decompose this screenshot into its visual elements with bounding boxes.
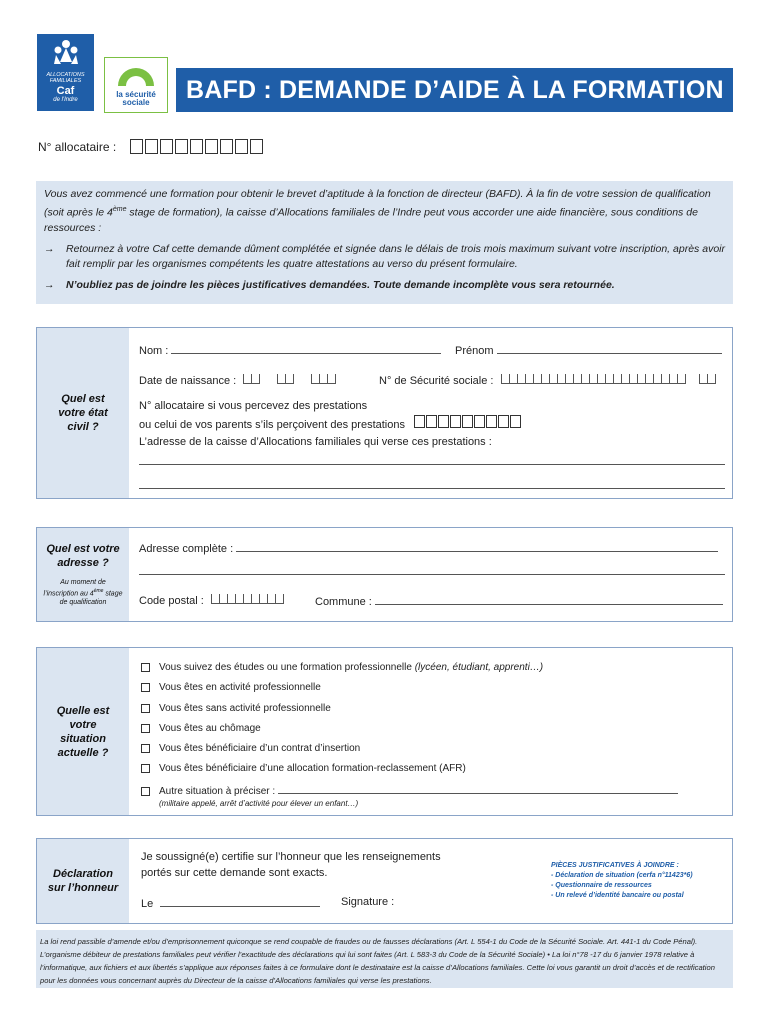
digit-box[interactable] bbox=[205, 139, 218, 154]
checkbox[interactable] bbox=[141, 724, 150, 733]
caf-logo-name: Caf bbox=[56, 85, 75, 97]
instruction-item: → Retournez à votre Caf cette demande dûment complétée et signée dans le délais de trois mois maximum suivant votre inscription, après avoir fait remplir par les organismes compétents les quatre attestations au verso du présent formulaire. bbox=[44, 242, 725, 270]
checkbox[interactable] bbox=[141, 787, 150, 796]
option-etudes[interactable]: Vous suivez des études ou une formation professionnelle (lycéen, étudiant, apprenti…) bbox=[141, 662, 543, 673]
checkbox[interactable] bbox=[141, 663, 150, 672]
section-label-declaration: Déclaration sur l’honneur bbox=[37, 839, 129, 923]
pieces-justificatives bbox=[551, 861, 693, 901]
instructions-panel bbox=[36, 181, 733, 304]
caf-logo-line2: FAMILIALES bbox=[49, 78, 82, 84]
checkbox[interactable] bbox=[141, 704, 150, 713]
piece-item: - Un relevé d’identité bancaire ou postal bbox=[551, 892, 684, 899]
allocataire-label: N° allocataire : bbox=[38, 139, 117, 154]
section-label-situation: Quelle est votre situation actuelle ? bbox=[37, 648, 129, 815]
declaration-text-1: Je soussigné(e) certifie sur l’honneur que les renseignements bbox=[141, 851, 441, 863]
option-activite[interactable]: Vous êtes en activité professionnelle bbox=[141, 682, 321, 693]
securite-sociale-line2: sociale bbox=[122, 98, 150, 107]
caf-logo bbox=[37, 34, 94, 111]
digit-box[interactable] bbox=[175, 139, 188, 154]
adresse-line-2[interactable] bbox=[139, 574, 725, 575]
digit-box[interactable] bbox=[250, 139, 263, 154]
page-title: BAFD : DEMANDE D’AIDE À LA FORMATION bbox=[176, 68, 733, 112]
digit-box[interactable] bbox=[130, 139, 143, 154]
section-situation bbox=[36, 647, 733, 816]
checkbox[interactable] bbox=[141, 764, 150, 773]
arrow-right-icon: → bbox=[44, 242, 55, 255]
checkbox[interactable] bbox=[141, 744, 150, 753]
digit-box[interactable] bbox=[145, 139, 158, 154]
intro-paragraph: Vous avez commencé une formation pour obtenir le brevet d’aptitude à la fonction de directeur (BAFD). À la fin de votre session de qualification (soit après le 4ème stage de formation), la caisse d’Allocations familiales de l’Indre peut vous accorder une aide financière, sous conditions de ressources : bbox=[44, 188, 711, 234]
option-autre[interactable]: Autre situation à préciser : bbox=[141, 783, 678, 797]
securite-sociale-line1: la sécurité bbox=[116, 90, 156, 99]
adresse-caisse-line-1[interactable] bbox=[139, 464, 725, 465]
pieces-title: PIÈCES JUSTIFICATIVES À JOINDRE : bbox=[551, 862, 679, 869]
securite-sociale-logo bbox=[104, 57, 168, 113]
code-postal-field[interactable]: Code postal : bbox=[139, 594, 284, 607]
legal-footer: La loi rend passible d’amende et/ou d’emprisonnement quiconque se rend coupable de fraudes ou de fausses déclarations (Art. L 554-1 du Code de la Sécurité Sociale. Art. 441-1 du Code Pénal). L’organisme débiteur de prestations familiales peut vérifier l’exactitude des déclarations qui lui sont faites (Art. L 583-3 du Code de la Sécurité Sociale) • La loi n°78 -17 du 6 janvier 1978 relative à l’informatique, aux fichiers et aux libertés s’applique aux réponses faites à ce formulaire dont le destinataire est la caisse d’Allocations familiales. Cette loi vous garantit un droit d’accès et de rectification pour les données vous concernant auprès du Directeur de la caisse d’Allocations familiales qui verse les prestations. bbox=[36, 930, 733, 988]
nom-field[interactable]: Nom : bbox=[139, 343, 441, 357]
option-afr[interactable]: Vous êtes bénéficiaire d’une allocation formation-reclassement (AFR) bbox=[141, 763, 466, 774]
option-chomage[interactable]: Vous êtes au chômage bbox=[141, 723, 261, 734]
autre-hint: (militaire appelé, arrêt d’activité pour élever un enfant…) bbox=[159, 799, 359, 808]
caf-emblem-icon bbox=[51, 37, 81, 67]
alloc-parents-field[interactable]: ou celui de vos parents s’ils perçoivent des prestations bbox=[139, 415, 522, 431]
section-label-adresse: Quel est votre adresse ? Au moment de l’inscription au 4ème stage de qualification bbox=[37, 528, 129, 621]
section-declaration bbox=[36, 838, 733, 924]
digit-box[interactable] bbox=[160, 139, 173, 154]
date-naissance-field[interactable]: Date de naissance : bbox=[139, 374, 336, 387]
commune-field[interactable]: Commune : bbox=[315, 594, 723, 608]
signature-field[interactable]: Signature : bbox=[341, 896, 395, 908]
alloc-line1: N° allocataire si vous percevez des prestations bbox=[139, 400, 368, 412]
checkbox[interactable] bbox=[141, 683, 150, 692]
option-contrat-insertion[interactable]: Vous êtes bénéficiaire d’un contrat d’insertion bbox=[141, 743, 360, 754]
caf-logo-line1: ALLOCATIONS bbox=[46, 72, 85, 78]
declaration-text-2: portés sur cette demande sont exacts. bbox=[141, 867, 328, 879]
piece-item: - Déclaration de situation (cerfa n°11423*6) bbox=[551, 872, 693, 879]
arrow-right-icon: → bbox=[44, 278, 55, 291]
securite-sociale-arc-icon bbox=[116, 66, 156, 86]
prenom-field[interactable]: Prénom bbox=[455, 343, 722, 357]
instruction-item-warning: → N’oubliez pas de joindre les pièces justificatives demandées. Toute demande incomplète vous sera retournée. bbox=[44, 278, 615, 291]
adresse-note: Au moment de l’inscription au 4ème stage de qualification bbox=[43, 578, 123, 607]
option-sans-activite[interactable]: Vous êtes sans activité professionnelle bbox=[141, 703, 331, 714]
section-label-etat-civil: Quel est votre état civil ? bbox=[37, 328, 129, 498]
section-etat-civil bbox=[36, 327, 733, 499]
adresse-complete-field[interactable]: Adresse complète : bbox=[139, 541, 718, 555]
allocataire-number-field[interactable] bbox=[38, 139, 265, 154]
section-adresse bbox=[36, 527, 733, 622]
date-field[interactable]: Le bbox=[141, 896, 320, 910]
digit-box[interactable] bbox=[190, 139, 203, 154]
adresse-caisse-line-2[interactable] bbox=[139, 488, 725, 489]
piece-item: - Questionnaire de ressources bbox=[551, 882, 652, 889]
adresse-caisse-label: L’adresse de la caisse d’Allocations familiales qui verse ces prestations : bbox=[139, 436, 492, 448]
digit-box[interactable] bbox=[220, 139, 233, 154]
caf-logo-region: de l'Indre bbox=[53, 97, 78, 103]
digit-box[interactable] bbox=[235, 139, 248, 154]
securite-sociale-field[interactable]: N° de Sécurité sociale : bbox=[379, 374, 716, 387]
